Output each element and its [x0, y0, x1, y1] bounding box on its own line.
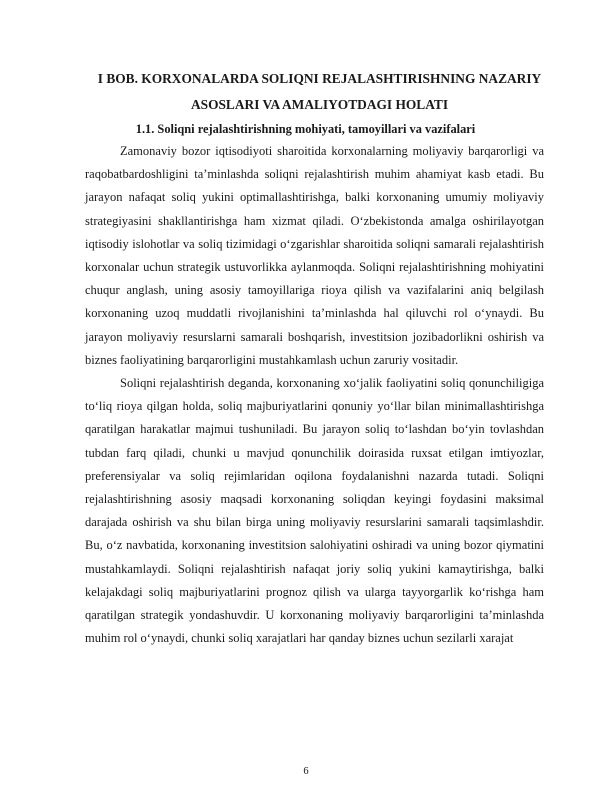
page-number: 6: [303, 766, 309, 777]
section-title: 1.1. Soliqni rejalashtirishning mohiyati, tamoyillari va vazifalari: [135, 122, 476, 136]
chapter-title: I BOB. KORXONALARDA SOLIQNI REJALASHTIRISHNING NAZARIY ASOSLARI VA AMALIYOTDAGI HOLATI: [97, 71, 542, 112]
paragraph-1: Zamonaviy bozor iqtisodiyoti sharoitida korxonalarning moliyaviy barqarorligi va raqobatbardoshligini ta’minlashda soliqni rejalashtirish muhim ahamiyat kasb etadi. Bu jarayon nafaqat soliq yukini optimallashtirishga, balki korxonaning umumiy moliyaviy strategiyasini shakllantirishga ham xizmat qiladi. O‘zbekistonda amalga oshirilayotgan iqtisodiy islohotlar va soliq tizimidagi o‘zgarishlar sharoitida soliqni samarali rejalashtirish korxonalar uchun strategik ustuvorlikka aylanmoqda. Soliqni rejalashtirishning mohiyatini chuqur anglash, uning asosiy tamoyillariga rioya qilish va vazifalarini aniq belgilash korxonaning uzoq muddatli rivojlanishini ta’minlashda hal qiluvchi rol o‘ynaydi. Bu jarayon moliyaviy resurslarni samarali boshqarish, investitsion jozibadorlikni oshirish va biznes faoliyatining barqarorligini mustahkamlash uchun zaruriy vositadir.: [85, 144, 544, 367]
document-page: [85, 66, 544, 650]
paragraph-2: Soliqni rejalashtirish deganda, korxonaning xo‘jalik faoliyatini soliq qonunchiligiga to‘liq rioya qilgan holda, soliq majburiyatlarini qonuniy yo‘llar bilan minimallashtirishga qaratilgan harakatlar majmui tushuniladi. Bu jarayon soliq to‘lashdan bo‘yin tovlashdan tubdan farq qiladi, chunki u mavjud qonunchilik doirasida ruxsat etilgan imtiyozlar, preferensiyalar va soliq rejimlaridan oqilona foydalanishni nazarda tutadi. Soliqni rejalashtirishning asosiy maqsadi korxonaning soliqdan keyingi foydasini maksimal darajada oshirish va shu bilan birga uning moliyaviy resurslarini samarali taqsimlashdir. Bu, o‘z navbatida, korxonaning investitsion salohiyatini oshiradi va uning bozor qiymatini mustahkamlaydi. Soliqni rejalashtirish nafaqat joriy soliq yukini kamaytirishga, balki kelajakdagi soliq majburiyatlarini prognoz qilish va ularga tayyorgarlik ko‘rishga ham qaratilgan strategik yondashuvdir. U korxonaning moliyaviy barqarorligini ta’minlashda muhim rol o‘ynaydi, chunki soliq xarajatlari har qanday biznes uchun sezilarli xarajat: [85, 376, 544, 646]
